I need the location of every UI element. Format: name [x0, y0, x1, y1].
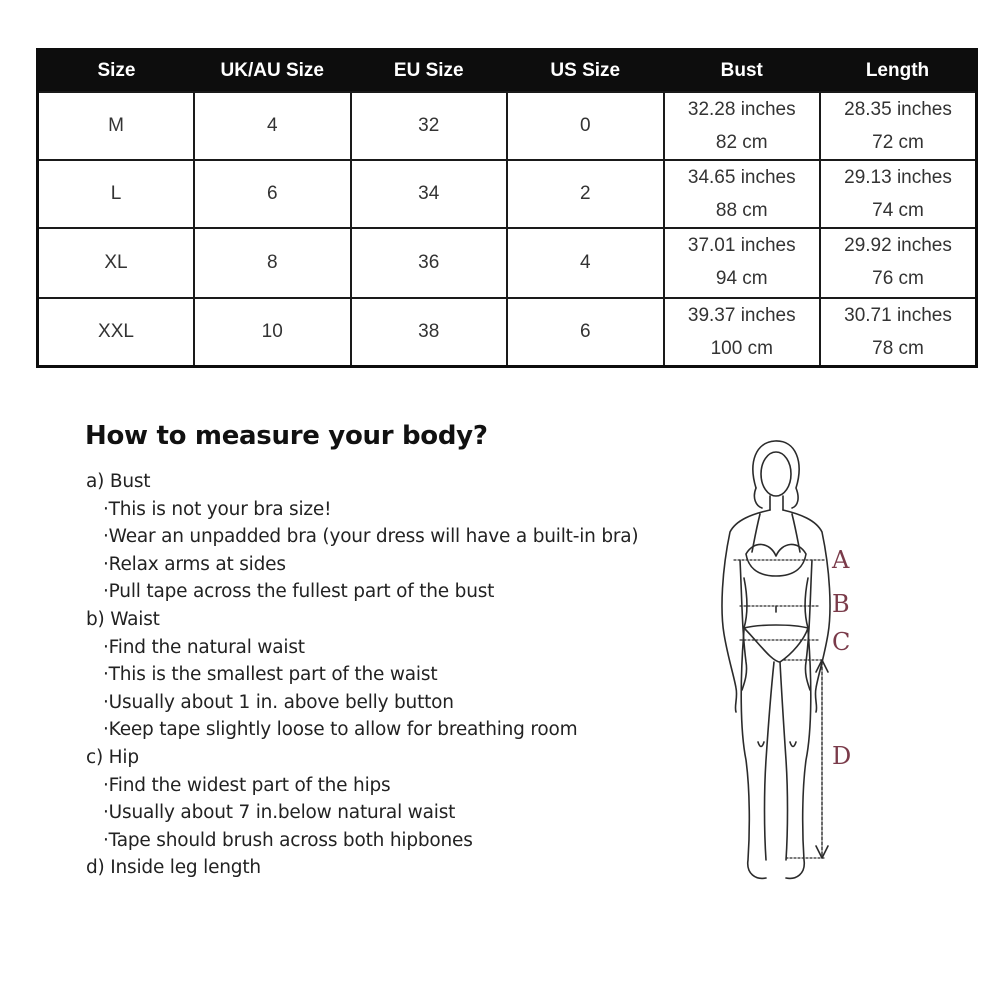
list-item: ·Pull tape across the fullest part of the bust [103, 581, 495, 603]
guide-section-hip [86, 744, 638, 854]
length-inches: 28.35 inches [844, 99, 952, 120]
table-header-row [38, 50, 977, 93]
section-heading: b) Waist [86, 608, 160, 630]
table-row [38, 160, 977, 228]
cell-bust [664, 92, 821, 160]
section-heading: c) Hip [86, 746, 139, 768]
cell-size: M [38, 92, 195, 160]
cell-eu-size: 36 [351, 228, 508, 298]
bust-inches: 37.01 inches [687, 235, 796, 256]
bust-inches: 32.28 inches [687, 99, 796, 120]
marker-a: A [832, 546, 850, 574]
bust-cm: 100 cm [710, 338, 773, 359]
length-cm: 74 cm [872, 200, 924, 221]
guide-section-bust [86, 468, 638, 606]
list-item: ·Keep tape slightly loose to allow for breathing room [103, 719, 578, 741]
header-length: Length [820, 50, 977, 93]
guide-title: How to measure your body? [85, 421, 488, 451]
list-item: ·Tape should brush across both hipbones [103, 829, 473, 851]
measure-guide-list [86, 468, 638, 882]
bust-inches: 39.37 inches [687, 305, 796, 326]
bust-cm: 94 cm [715, 268, 768, 289]
cell-uk-au-size: 6 [194, 160, 351, 228]
list-item: ·Find the natural waist [103, 636, 305, 658]
header-uk-au-size: UK/AU Size [194, 50, 351, 93]
marker-b: B [832, 590, 850, 618]
cell-bust [664, 228, 821, 298]
size-chart-table [36, 48, 978, 368]
tip-list [86, 772, 638, 855]
cell-size: XXL [38, 298, 195, 367]
section-heading: a) Bust [86, 471, 151, 492]
bust-inches: 34.65 inches [687, 167, 796, 188]
list-item: ·Usually about 1 in. above belly button [103, 691, 454, 713]
list-item: ·Usually about 7 in.below natural waist [103, 802, 456, 824]
cell-length [820, 92, 977, 160]
cell-us-size: 2 [507, 160, 664, 228]
list-item: ·Relax arms at sides [103, 553, 286, 575]
cell-length [820, 228, 977, 298]
length-cm: 72 cm [872, 132, 924, 153]
cell-length [820, 298, 977, 367]
list-item: ·Find the widest part of the hips [103, 774, 391, 796]
bust-cm: 88 cm [715, 200, 768, 221]
list-item: ·This is the smallest part of the waist [103, 664, 438, 686]
section-heading: d) Inside leg length [86, 857, 261, 879]
length-cm: 78 cm [872, 338, 924, 359]
list-item: ·Wear an unpadded bra (your dress will have a built-in bra) [103, 526, 639, 548]
header-eu-size: EU Size [351, 50, 508, 93]
tip-list [86, 496, 638, 606]
cell-size: L [38, 160, 195, 228]
header-us-size: US Size [507, 50, 664, 93]
cell-us-size: 4 [507, 228, 664, 298]
cell-eu-size: 32 [351, 92, 508, 160]
length-inches: 29.13 inches [844, 167, 952, 188]
cell-bust [664, 160, 821, 228]
marker-d: D [832, 742, 852, 770]
header-size: Size [38, 50, 195, 93]
cell-us-size: 0 [507, 92, 664, 160]
cell-bust [664, 298, 821, 367]
table-row [38, 298, 977, 367]
cell-length [820, 160, 977, 228]
length-cm: 76 cm [872, 268, 924, 289]
cell-uk-au-size: 4 [194, 92, 351, 160]
cell-uk-au-size: 10 [194, 298, 351, 367]
header-bust: Bust [664, 50, 821, 93]
marker-c: C [832, 628, 851, 656]
body-measurement-figure-icon [700, 430, 880, 890]
cell-uk-au-size: 8 [194, 228, 351, 298]
bust-cm: 82 cm [715, 132, 768, 153]
list-item: ·This is not your bra size! [103, 498, 332, 520]
cell-us-size: 6 [507, 298, 664, 367]
table-row [38, 92, 977, 160]
guide-section-waist [86, 606, 638, 744]
tip-list [86, 634, 638, 744]
cell-eu-size: 34 [351, 160, 508, 228]
length-inches: 30.71 inches [844, 305, 952, 326]
cell-size: XL [38, 228, 195, 298]
table-row [38, 228, 977, 298]
guide-section-inside-leg [86, 854, 638, 882]
length-inches: 29.92 inches [844, 235, 952, 256]
cell-eu-size: 38 [351, 298, 508, 367]
body-measurement-figure [700, 430, 880, 890]
